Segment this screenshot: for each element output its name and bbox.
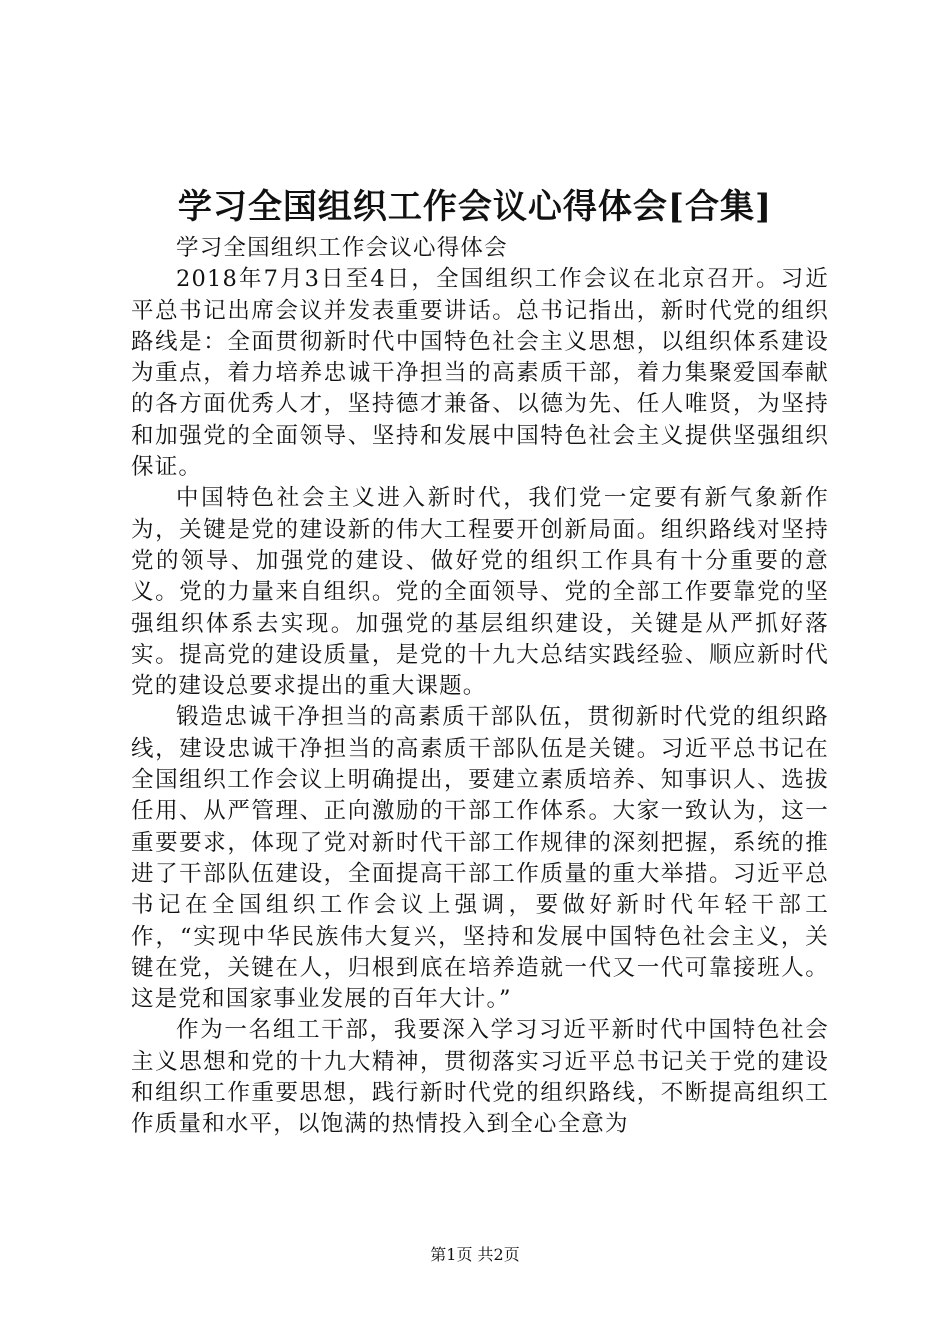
document-title: 学习全国组织工作会议心得体会[合集]	[177, 187, 773, 227]
body-paragraph: 作为一名组工干部，我要深入学习习近平新时代中国特色社会主义思想和党的十九大精神，贯彻落实习近平总书记关于党的建设和组织工作重要思想，践行新时代党的组织路线，不断提高组织工作质量和水平，以饱满的热情投入到全心全意为	[131, 1017, 829, 1138]
body-paragraph: 中国特色社会主义进入新时代，我们党一定要有新气象新作为，关键是党的建设新的伟大工程要开创新局面。组织路线对坚持党的领导、加强党的建设、做好党的组织工作具有十分重要的意义。党的力量来自组织。党的全面领导、党的全部工作要靠党的坚强组织体系去实现。加强党的基层组织建设，关键是从严抓好落实。提高党的建设质量，是党的十九大总结实践经验、顺应新时代党的建设总要求提出的重大课题。	[131, 485, 829, 700]
body-paragraph: 锻造忠诚干净担当的高素质干部队伍，贯彻新时代党的组织路线，建设忠诚干净担当的高素质干部队伍是关键。习近平总书记在全国组织工作会议上明确提出，要建立素质培养、知事识人、选拔任用、从严管理、正向激励的干部工作体系。大家一致认为，这一重要要求，体现了党对新时代干部工作规律的深刻把握，系统的推进了干部队伍建设，全面提高干部工作质量的重大举措。习近平总书记在全国组织工作会议上强调，要做好新时代年轻干部工作，“实现中华民族伟大复兴，坚持和发展中国特色社会主义，关键在党，关键在人，归根到底在培养造就一代又一代可靠接班人。这是党和国家事业发展的百年大计。”	[131, 704, 829, 1013]
page-footer: 第1页 共2页	[430, 1245, 520, 1264]
body-paragraph: 2018年7月3日至4日，全国组织工作会议在北京召开。习近平总书记出席会议并发表重要讲话。总书记指出，新时代党的组织路线是：全面贯彻新时代中国特色社会主义思想，以组织体系建设为重点，着力培养忠诚干净担当的高素质干部，着力集聚爱国奉献的各方面优秀人才，坚持德才兼备、以德为先、任人唯贤，为坚持和加强党的全面领导、坚持和发展中国特色社会主义提供坚强组织保证。	[131, 266, 829, 481]
document-body	[131, 233, 829, 1141]
body-subtitle-paragraph: 学习全国组织工作会议心得体会	[176, 235, 508, 261]
